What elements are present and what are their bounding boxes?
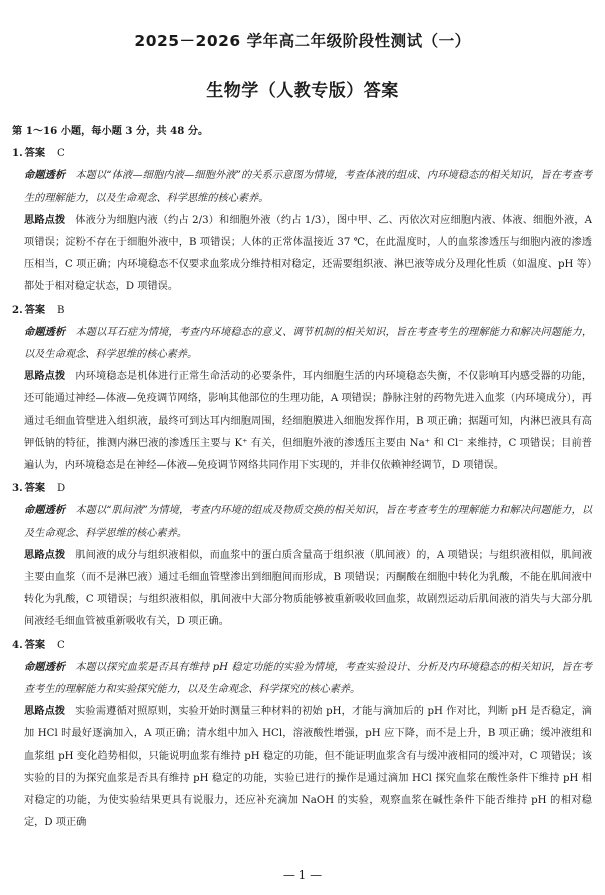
question-4-answer bbox=[12, 634, 592, 657]
question-number: 3. bbox=[12, 482, 23, 495]
intent-label: 命题透析 bbox=[24, 505, 66, 517]
tips-text: 实验需遵循对照原则，实验开始时测量三种材料的初始 pH，才能与滴加后的 pH 作对比，判断 pH 是否稳定，滴加 HCl 时最好逐滴加入，A 项正确；清水组中加入 HCl，溶液酸性增强，pH 应下降，而不是上升，B 项正确；缓冲液组和血浆组 pH 变化趋势相似，只能说明血浆有维持 pH 稳定的功能，但不能证明血浆含有与缓冲液相同的缓冲对，C 项错误；该实验的目的为探究血浆是否具有维持 pH 稳定的功能，实验已进行的操作是通过滴加 HCl 探究血浆在酸性条件下维持 pH 相对稳定的功能，为使实验结果更具有说服力，还应补充滴加 NaOH 的实验，观察血浆在碱性条件下能否维持 pH 的相对稳定，D 项正确 bbox=[24, 706, 592, 829]
answer-label: 答案 bbox=[24, 483, 46, 495]
intent-text: 本题以“体液—细胞内液—细胞外液”的关系示意图为情境，考查体液的组成、内环境稳态的相关知识，旨在考查考生的理解能力，以及生命观念、科学思维的核心素养。 bbox=[24, 170, 593, 204]
answer-label: 答案 bbox=[24, 148, 46, 160]
intent-label: 命题透析 bbox=[24, 661, 66, 673]
question-2-intent bbox=[12, 322, 592, 366]
tips-label: 思路点拨 bbox=[24, 371, 66, 383]
tips-text: 体液分为细胞内液（约占 2/3）和细胞外液（约占 1/3），图中甲、乙、丙依次对应细胞内液、体液、细胞外液，A 项错误；淀粉不存在于细胞外液中，B 项错误；人体的正常体温接近 37 ℃，在此温度时，人的血浆渗透压与细胞内液的渗透压相当，C 项正确；内环境稳态不仅要求血浆成分维持相对稳定，还需要组织液、淋巴液等成分及理化性质（如温度、pH 等）都处于相对稳定状态，D 项错误。 bbox=[24, 214, 592, 293]
intent-text: 本题以探究血浆是否具有维持 pH 稳定功能的实验为情境，考查实验设计、分析及内环境稳态的相关知识，旨在考查考生的理解能力和实验探究能力，以及生命观念、科学探究的核心素养。 bbox=[24, 661, 592, 696]
tips-text: 肌间液的成分与组织液相似，而血浆中的蛋白质含量高于组织液（肌间液）的，A 项错误；与组织液相似，肌间液主要由血浆（而不是淋巴液）通过毛细血管壁渗出到细胞间而形成，B 项错误；丙酮酸在细胞中转化为乳酸，不能在肌间液中转化为乳酸，C 项错误；与组织液相似，肌间液中大部分物质能够被重新吸收回血浆，故剧烈运动后肌间液的消失与大部分肌间液经毛细血管被重新吸收有关，D 项正确。 bbox=[24, 549, 593, 628]
intent-text: 本题以“肌间液”为情境，考查内环境的组成及物质交换的相关知识，旨在考查考生的理解能力和解决问题能力，以及生命观念、科学思维的核心素养。 bbox=[24, 505, 593, 539]
question-2-answer bbox=[12, 299, 592, 322]
question-2-tips bbox=[12, 366, 592, 477]
answer-label: 答案 bbox=[24, 639, 46, 651]
intent-label: 命题透析 bbox=[24, 170, 66, 182]
question-1-answer bbox=[12, 142, 592, 165]
question-3-intent bbox=[12, 500, 592, 544]
section-intro: 第 1～16 小题，每小题 3 分，共 48 分。 bbox=[12, 125, 209, 137]
answer-label: 答案 bbox=[24, 304, 46, 316]
answer-value: B bbox=[57, 304, 65, 316]
question-number: 1. bbox=[12, 147, 23, 160]
question-number: 4. bbox=[12, 638, 23, 651]
tips-label: 思路点拨 bbox=[24, 706, 66, 718]
question-4-tips bbox=[12, 701, 592, 834]
tips-label: 思路点拨 bbox=[24, 549, 66, 561]
answer-content bbox=[12, 120, 592, 835]
answer-value: C bbox=[57, 148, 65, 160]
answer-value: D bbox=[57, 483, 66, 495]
page-number: — 1 — bbox=[282, 868, 323, 882]
question-3-tips bbox=[12, 545, 592, 634]
tips-text: 内环境稳态是机体进行正常生命活动的必要条件，耳内细胞生活的内环境稳态失衡，不仅影响耳内感受器的功能，还可能通过神经—体液—免疫调节网络，影响其他部位的生理功能，A 项错误；静脉注射的药物先进入血浆（内环境成分），再通过毛细血管壁进入组织液，最终可到达耳内细胞周围，经细胞膜进入细胞发挥作用，B 项正确；据题可知，内淋巴液具有高钾低钠的特征，推测内淋巴液的渗透压主要与 K⁺ 有关，但细胞外液的渗透压主要由 Na⁺ 和 Cl⁻ 来维持，C 项错误；目前普遍认为，内环境稳态是在神经—体液—免疫调节网络共同作用下实现的，并非仅依赖神经调节，D 项错误。 bbox=[24, 371, 593, 472]
exam-subtitle: 生物学（人教专版）答案 bbox=[206, 81, 399, 101]
question-number: 2. bbox=[12, 303, 23, 316]
question-1-intent bbox=[12, 165, 592, 209]
intent-label: 命题透析 bbox=[24, 326, 66, 338]
tips-label: 思路点拨 bbox=[24, 214, 66, 226]
question-3-answer bbox=[12, 477, 592, 500]
question-4-intent bbox=[12, 657, 592, 701]
question-1-tips bbox=[12, 210, 592, 299]
exam-title: 2025－2026 学年高二年级阶段性测试（一） bbox=[134, 32, 471, 50]
intent-text: 本题以耳石症为情境，考查内环境稳态的意义、调节机制的相关知识，旨在考查考生的理解能力和解决问题能力，以及生命观念、科学思维的核心素养。 bbox=[24, 326, 593, 361]
answer-value: C bbox=[57, 639, 65, 651]
